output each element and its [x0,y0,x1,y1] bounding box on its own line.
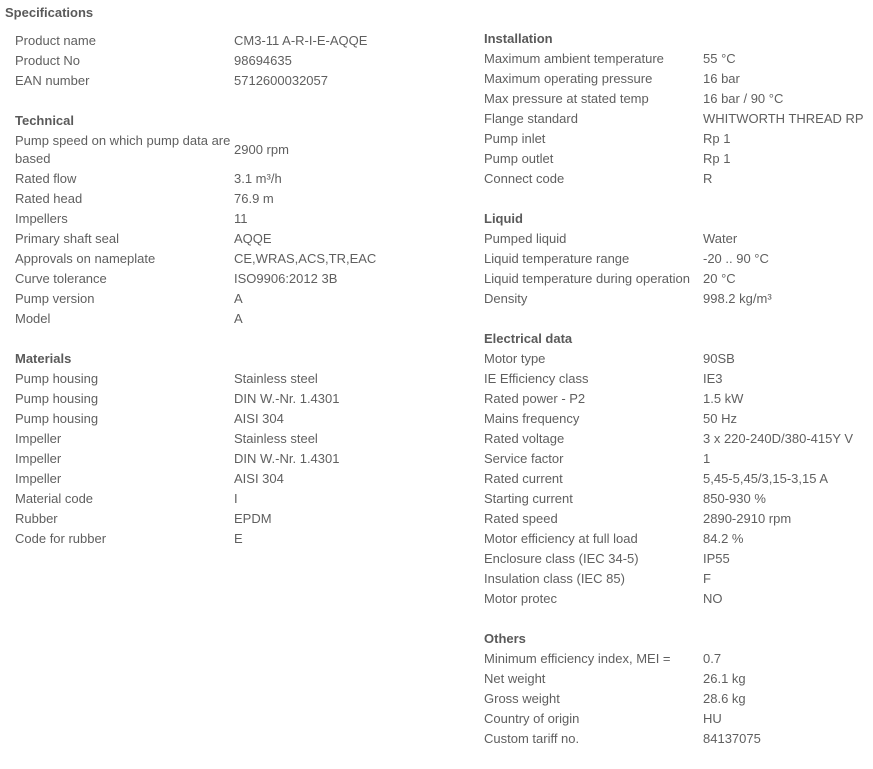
spec-label: Rated voltage [484,431,565,446]
spec-row [484,409,869,429]
spec-value: NO [703,591,723,606]
spec-value: Stainless steel [234,431,318,446]
page-title: Specifications [5,5,94,20]
spec-label: Country of origin [484,711,580,726]
spec-label: Connect code [484,171,565,186]
spec-row [15,489,455,509]
materials-section [15,349,455,549]
spec-value: AISI 304 [234,411,284,426]
spec-value: 50 Hz [703,411,737,426]
spec-label: Liquid temperature range [484,251,630,266]
spec-label: Pump inlet [484,131,546,146]
spec-row [484,349,869,369]
spec-label: Liquid temperature during operation [484,271,690,286]
spec-value: 26.1 kg [703,671,746,686]
spec-label: Rated flow [15,171,77,186]
spec-label: Pump housing [15,391,99,406]
spec-row [484,729,869,749]
spec-value: -20 .. 90 °C [703,251,769,266]
liquid-section [484,209,869,309]
spec-row [484,549,869,569]
spec-value: 55 °C [703,51,736,66]
spec-row [484,529,869,549]
spec-value: CE,WRAS,ACS,TR,EAC [234,251,377,266]
spec-label: Insulation class (IEC 85) [484,571,625,586]
spec-row [484,589,869,609]
spec-row [15,31,455,51]
spec-label: Flange standard [484,111,578,126]
spec-value: 28.6 kg [703,691,746,706]
spec-value: F [703,571,711,586]
spec-value: A [234,311,243,326]
electrical-section [484,329,869,609]
spec-row [15,369,455,389]
section-title: Materials [15,351,72,366]
spec-value: 3 x 220-240D/380-415Y V [703,431,854,446]
spec-row [484,249,869,269]
spec-row [15,51,455,71]
spec-row [15,389,455,409]
spec-value: 1.5 kW [703,391,744,406]
spec-label: Gross weight [484,691,560,706]
spec-row [484,89,869,109]
spec-row [15,189,455,209]
spec-row [484,149,869,169]
spec-label: Curve tolerance [15,271,107,286]
spec-label: Model [15,311,51,326]
spec-label: Density [484,291,528,306]
spec-label: Pump version [15,291,95,306]
spec-value: R [703,171,713,186]
technical-section [15,111,455,329]
spec-value: Water [703,231,738,246]
spec-value: EPDM [234,511,272,526]
spec-row [15,309,455,329]
spec-label: Minimum efficiency index, MEI = [484,651,671,666]
spec-value: E [234,531,243,546]
spec-label: Rated head [15,191,83,206]
spec-label: Net weight [484,671,546,686]
spec-row [15,71,455,91]
spec-label: Enclosure class (IEC 34-5) [484,551,639,566]
spec-row [484,129,869,149]
spec-value: 11 [234,211,248,226]
spec-row [484,369,869,389]
spec-label: Product name [15,33,96,48]
spec-label: Product No [15,53,81,68]
spec-value: I [234,491,238,506]
spec-row [15,131,455,169]
spec-value: 20 °C [703,271,736,286]
section-title: Technical [15,113,75,128]
spec-value: 98694635 [234,53,292,68]
spec-value: 5712600032057 [234,73,328,88]
spec-value: 3.1 m³/h [234,171,282,186]
general-section [15,31,455,91]
spec-label: Impeller [15,471,62,486]
section-title: Liquid [484,211,523,226]
spec-label: Maximum ambient temperature [484,51,664,66]
spec-row [15,449,455,469]
spec-value: AISI 304 [234,471,284,486]
spec-label: Motor protec [484,591,557,606]
spec-label: Motor type [484,351,546,366]
spec-value: 2890-2910 rpm [703,511,792,526]
spec-row [484,289,869,309]
spec-row [484,669,869,689]
spec-row [484,509,869,529]
spec-label: Rated power - P2 [484,391,586,406]
spec-row [15,249,455,269]
spec-value: Stainless steel [234,371,318,386]
spec-label: Impellers [15,211,68,226]
spec-label: EAN number [15,73,90,88]
spec-value: WHITWORTH THREAD RP [703,111,864,126]
spec-label: Approvals on nameplate [15,251,156,266]
spec-label: Impeller [15,431,62,446]
spec-row [484,709,869,729]
spec-value: ISO9906:2012 3B [234,271,338,286]
section-title: Others [484,631,526,646]
spec-label: Service factor [484,451,564,466]
spec-value: DIN W.-Nr. 1.4301 [234,391,340,406]
spec-value: AQQE [234,231,272,246]
spec-value: 84137075 [703,731,761,746]
spec-row [484,69,869,89]
section-title: Electrical data [484,331,573,346]
spec-row [484,269,869,289]
installation-section [484,29,869,189]
spec-value: IE3 [703,371,723,386]
spec-value: 90SB [703,351,735,366]
spec-row [484,449,869,469]
spec-label: Maximum operating pressure [484,71,653,86]
spec-row [15,409,455,429]
spec-label: Material code [15,491,94,506]
spec-row [484,49,869,69]
spec-value: 5,45-5,45/3,15-3,15 A [703,471,829,486]
spec-value: CM3-11 A-R-I-E-AQQE [234,33,368,48]
spec-label: Pumped liquid [484,231,567,246]
spec-value: 998.2 kg/m³ [703,291,772,306]
spec-label: Primary shaft seal [15,231,120,246]
spec-row [484,229,869,249]
spec-row [15,229,455,249]
spec-label: Code for rubber [15,531,107,546]
spec-row [15,509,455,529]
spec-label: Rated current [484,471,563,486]
spec-label: Motor efficiency at full load [484,531,638,546]
spec-row [15,469,455,489]
spec-row [15,529,455,549]
spec-row [484,429,869,449]
spec-value: 16 bar [703,71,740,86]
spec-row [484,689,869,709]
spec-value: HU [703,711,722,726]
spec-label: Mains frequency [484,411,580,426]
spec-row [15,209,455,229]
spec-value: 0.7 [703,651,722,666]
spec-label: Pump housing [15,371,99,386]
spec-row [15,269,455,289]
spec-row [484,489,869,509]
spec-row [484,469,869,489]
spec-value: 76.9 m [234,191,274,206]
spec-value: 850-930 % [703,491,766,506]
spec-value: 84.2 % [703,531,744,546]
spec-label: Rubber [15,511,58,526]
spec-value: Rp 1 [703,131,731,146]
spec-value: DIN W.-Nr. 1.4301 [234,451,340,466]
spec-value: A [234,291,243,306]
spec-value: IP55 [703,551,730,566]
spec-row [15,289,455,309]
spec-label: Rated speed [484,511,558,526]
spec-row [484,109,869,129]
spec-label: Pump speed on which pump data are based [15,133,231,166]
spec-label: Max pressure at stated temp [484,91,649,106]
others-section [484,629,869,749]
spec-row [15,169,455,189]
spec-label: Custom tariff no. [484,731,580,746]
spec-value: 16 bar / 90 °C [703,91,784,106]
spec-row [484,169,869,189]
spec-label: Pump outlet [484,151,554,166]
spec-label: Pump housing [15,411,99,426]
spec-row [484,649,869,669]
spec-row [484,389,869,409]
spec-row [15,429,455,449]
spec-label: Starting current [484,491,573,506]
spec-value: 1 [703,451,711,466]
spec-value: Rp 1 [703,151,731,166]
spec-label: Impeller [15,451,62,466]
spec-label: IE Efficiency class [484,371,589,386]
spec-row [484,569,869,589]
section-title: Installation [484,31,553,46]
spec-value: 2900 rpm [234,142,289,157]
